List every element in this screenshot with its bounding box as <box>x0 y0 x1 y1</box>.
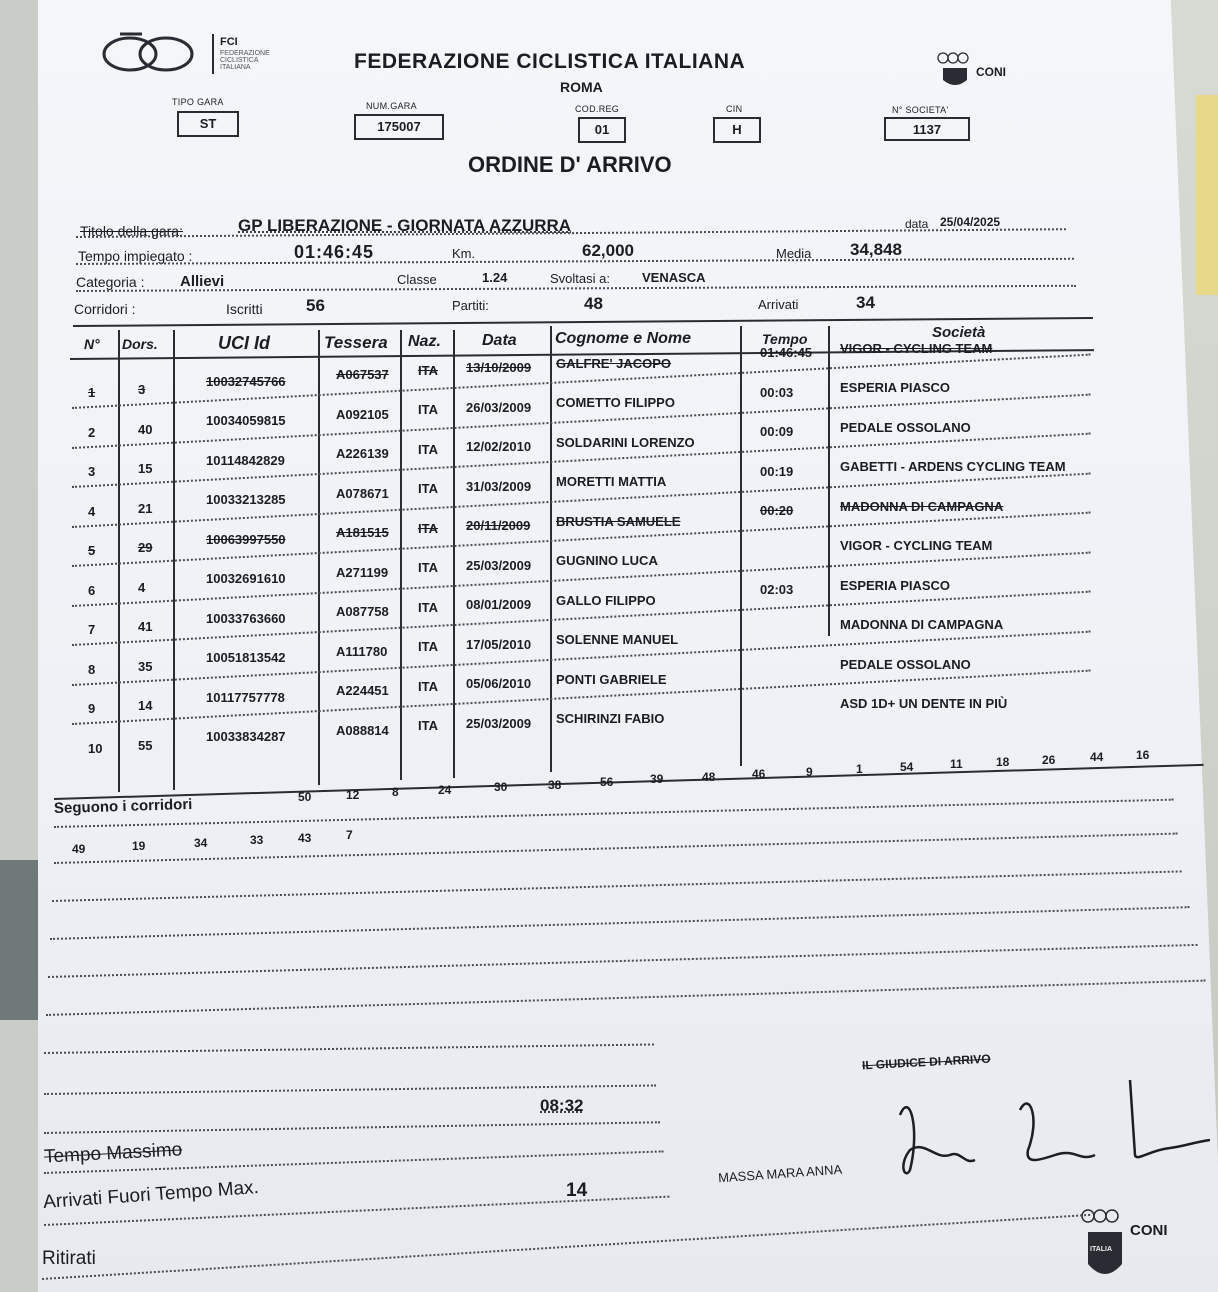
code-label: N° SOCIETA' <box>892 105 949 115</box>
blank-line <box>48 944 1198 978</box>
column-header: N° <box>84 336 100 352</box>
row-license: A078671 <box>336 485 389 501</box>
coni-text: CONI <box>976 65 1006 79</box>
row-uci-id: 10034059815 <box>206 413 286 429</box>
row-number: 7 <box>88 622 96 637</box>
row-team: MADONNA DI CAMPAGNA <box>840 498 1004 514</box>
row-nationality: ITA <box>418 599 438 615</box>
row-number: 5 <box>88 543 96 558</box>
seguono-bib: 19 <box>132 839 146 853</box>
seguono-label: Seguono i corridori <box>53 795 193 818</box>
row-team: ASD 1D+ UN DENTE IN PIÙ <box>840 696 1008 712</box>
row-birthdate: 17/05/2010 <box>466 636 532 652</box>
code-box: ST <box>177 111 239 137</box>
code-box: H <box>713 117 761 143</box>
row-nationality: ITA <box>418 481 438 497</box>
seguono-bib: 11 <box>950 757 963 772</box>
row-name: GUGNINO LUCA <box>556 553 658 569</box>
media-label: Media <box>776 246 812 261</box>
seguono-bib: 43 <box>298 830 312 845</box>
row-license: A111780 <box>336 643 388 659</box>
row-bib: 35 <box>138 658 153 674</box>
code-box: 1137 <box>884 117 970 141</box>
row-birthdate: 08/01/2009 <box>466 597 532 613</box>
row-team: VIGOR - CYCLING TEAM <box>840 340 993 356</box>
seguono-bib: 54 <box>900 759 914 774</box>
seguono-bib: 34 <box>194 835 208 850</box>
column-header: Cognome e Nome <box>555 330 692 347</box>
titolo-value: GP LIBERAZIONE - GIORNATA AZZURRA <box>238 216 572 235</box>
seguono-bib: 49 <box>72 842 86 856</box>
row-birthdate: 31/03/2009 <box>466 478 532 494</box>
footer-line <box>44 1121 660 1134</box>
fci-subtitle: FEDERAZIONE CICLISTICA ITALIANA <box>220 50 270 71</box>
km-value: 62,000 <box>582 241 634 260</box>
blank-line <box>44 1043 654 1054</box>
blank-line <box>46 980 1206 1016</box>
row-name: COMETTO FILIPPO <box>556 395 675 411</box>
column-header: Naz. <box>408 333 441 350</box>
row-bib: 3 <box>138 382 146 398</box>
titolo-label: Titolo della gara: <box>80 223 183 239</box>
seguono-bib: 9 <box>806 764 813 779</box>
row-team: VIGOR - CYCLING TEAM <box>840 538 993 554</box>
row-bib: 55 <box>138 737 153 753</box>
fci-logo-icon <box>100 28 200 78</box>
seguono-bib: 8 <box>392 785 399 800</box>
row-birthdate: 25/03/2009 <box>466 715 532 731</box>
row-nationality: ITA <box>418 520 438 536</box>
seguono-bib: 7 <box>346 828 353 843</box>
arrivati-label: Arrivati <box>758 297 799 312</box>
seguono-bib: 38 <box>548 777 562 792</box>
ritirati-label: Ritirati <box>42 1248 96 1269</box>
code-box: 01 <box>578 117 626 143</box>
column-divider <box>318 330 320 785</box>
seguono-bib: 46 <box>752 767 766 782</box>
logo-divider <box>212 34 214 74</box>
partiti-label: Partiti: <box>452 298 489 313</box>
svoltasi-label: Svoltasi a: <box>550 271 610 286</box>
row-bib: 41 <box>138 619 153 635</box>
blank-line <box>54 830 1178 864</box>
row-uci-id: 10032691610 <box>206 571 286 587</box>
row-name: MORETTI MATTIA <box>556 474 667 490</box>
row-name: SCHIRINZI FABIO <box>556 711 665 727</box>
media-value: 34,848 <box>850 240 902 259</box>
partiti-value: 48 <box>584 294 603 313</box>
document-title: ORDINE D' ARRIVO <box>468 152 672 177</box>
arrivati-value: 34 <box>856 293 875 312</box>
row-nationality: ITA <box>418 362 438 378</box>
row-bib: 4 <box>138 579 146 595</box>
coni-footer-text: CONI <box>1130 1222 1168 1239</box>
seguono-top-line <box>54 764 1204 800</box>
row-birthdate: 12/02/2010 <box>466 439 532 455</box>
coni-footer-badge: ITALIA <box>1090 1246 1113 1253</box>
row-uci-id: 10033834287 <box>206 729 286 745</box>
code-label: TIPO GARA <box>172 97 224 107</box>
coni-logo-icon <box>935 50 975 90</box>
row-team: PEDALE OSSOLANO <box>840 419 971 435</box>
row-license: A181515 <box>336 525 389 541</box>
row-time: 01:46:45 <box>760 345 813 361</box>
row-uci-id: 10032745766 <box>206 373 286 389</box>
blank-line <box>52 870 1182 902</box>
seguono-bib: 16 <box>1136 748 1150 763</box>
column-header: Data <box>482 332 517 349</box>
row-number: 1 <box>88 385 96 400</box>
seguono-bib: 50 <box>298 790 312 804</box>
code-box: 175007 <box>354 114 444 140</box>
seguono-bib: 56 <box>600 774 614 789</box>
row-license: A271199 <box>336 564 389 580</box>
row-number: 4 <box>88 503 96 519</box>
column-header: Società <box>932 324 986 341</box>
code-label: COD.REG <box>575 104 620 114</box>
seguono-bib: 30 <box>494 780 508 795</box>
row-time: 00:03 <box>760 384 794 400</box>
row-nationality: ITA <box>418 718 438 734</box>
column-header: Tempo <box>762 331 808 347</box>
code-label: NUM.GARA <box>366 101 417 111</box>
corridori-label: Corridori : <box>74 301 136 317</box>
code-label: CIN <box>726 104 743 114</box>
fuori-tempo-label: Arrivati Fuori Tempo Max. <box>42 1176 260 1214</box>
tempo-massimo-value: 08:32 <box>540 1096 584 1115</box>
column-divider <box>740 326 742 766</box>
row-license: A092105 <box>336 406 389 422</box>
blank-line <box>50 906 1190 940</box>
seguono-bib: 44 <box>1090 750 1104 765</box>
row-name: BRUSTIA SAMUELE <box>556 513 681 529</box>
row-time: 02:03 <box>760 582 794 598</box>
column-divider <box>400 330 402 780</box>
row-number: 9 <box>88 701 96 716</box>
svoltasi-value: VENASCA <box>642 270 706 285</box>
classe-value: 1.24 <box>482 270 508 285</box>
row-team: ESPERIA PIASCO <box>840 380 951 396</box>
row-nationality: ITA <box>418 639 438 655</box>
column-divider <box>828 326 830 636</box>
row-uci-id: 10033213285 <box>206 492 286 508</box>
column-divider <box>453 330 455 778</box>
signature-icon <box>880 1070 1210 1190</box>
seguono-bib: 48 <box>702 769 716 784</box>
row-license: A088814 <box>336 722 389 738</box>
iscritti-label: Iscritti <box>226 301 263 317</box>
row-number: 2 <box>88 424 96 440</box>
tempo-label: Tempo impiegato : <box>78 248 193 264</box>
row-number: 3 <box>88 464 96 479</box>
column-divider <box>118 330 120 792</box>
seguono-bib: 33 <box>250 833 264 848</box>
row-name: GALLO FILIPPO <box>556 592 656 608</box>
row-nationality: ITA <box>418 678 438 694</box>
row-birthdate: 25/03/2009 <box>466 557 532 573</box>
blank-line <box>54 799 1174 828</box>
column-header: Dors. <box>122 336 158 352</box>
row-team: MADONNA DI CAMPAGNA <box>840 617 1004 633</box>
categoria-label: Categoria : <box>76 274 145 290</box>
giudice-name: MASSA MARA ANNA <box>717 1161 843 1186</box>
row-nationality: ITA <box>418 560 438 576</box>
fuori-tempo-value: 14 <box>566 1180 588 1201</box>
tempo-massimo-label: Tempo Massimo <box>43 1139 183 1168</box>
seguono-bib: 39 <box>650 772 664 787</box>
federation-city: ROMA <box>560 79 603 95</box>
row-name: SOLDARINI LORENZO <box>556 434 695 450</box>
row-uci-id: 10114842829 <box>206 452 285 468</box>
row-nationality: ITA <box>418 441 438 457</box>
row-team: PEDALE OSSOLANO <box>840 656 971 672</box>
row-time: 00:20 <box>760 503 794 519</box>
fci-abbr: FCI <box>220 36 238 48</box>
seguono-bib: 12 <box>346 787 360 802</box>
categoria-value: Allievi <box>180 273 225 290</box>
row-birthdate: 26/03/2009 <box>466 399 532 415</box>
seguono-bib: 1 <box>856 762 863 777</box>
row-number: 10 <box>88 740 103 756</box>
seguono-bib: 24 <box>438 783 452 797</box>
row-uci-id: 10051813542 <box>206 650 286 666</box>
giudice-label: IL GIUDICE DI ARRIVO <box>861 1051 991 1073</box>
row-nationality: ITA <box>418 402 438 418</box>
km-label: Km. <box>452 246 476 261</box>
seguono-bib: 18 <box>996 755 1010 770</box>
row-birthdate: 05/06/2010 <box>466 676 532 692</box>
row-bib: 21 <box>138 500 153 516</box>
row-name: PONTI GABRIELE <box>556 671 667 687</box>
data-label: data <box>905 217 929 231</box>
row-team: GABETTI - ARDENS CYCLING TEAM <box>840 459 1066 475</box>
data-value: 25/04/2025 <box>940 215 1001 229</box>
column-divider <box>550 326 552 772</box>
row-number: 6 <box>88 582 96 598</box>
column-header: Tessera <box>324 333 388 352</box>
row-uci-id: 10033763660 <box>206 610 286 626</box>
row-license: A226139 <box>336 446 389 462</box>
row-license: A087758 <box>336 604 389 620</box>
row-birthdate: 13/10/2009 <box>466 360 532 376</box>
info-line <box>76 258 1074 265</box>
row-time: 00:09 <box>760 424 794 440</box>
row-license: A224451 <box>336 683 389 699</box>
row-bib: 14 <box>138 698 153 714</box>
row-birthdate: 20/11/2009 <box>466 518 531 534</box>
row-uci-id: 10063997550 <box>206 531 286 547</box>
blank-line <box>44 1084 656 1095</box>
row-uci-id: 10117757778 <box>206 689 285 705</box>
row-time: 00:19 <box>760 463 794 479</box>
seguono-bib: 26 <box>1042 752 1056 767</box>
tempo-value: 01:46:45 <box>294 242 375 262</box>
row-bib: 15 <box>138 461 153 477</box>
column-header: UCI Id <box>218 333 270 353</box>
row-bib: 29 <box>138 540 153 556</box>
row-team: ESPERIA PIASCO <box>840 577 951 593</box>
iscritti-value: 56 <box>306 296 325 315</box>
row-name: SOLENNE MANUEL <box>556 632 679 648</box>
federation-title: FEDERAZIONE CICLISTICA ITALIANA <box>354 50 746 73</box>
row-name: GALFRE' JACOPO <box>556 355 672 371</box>
row-number: 8 <box>88 661 96 677</box>
footer-line <box>42 1214 1090 1280</box>
row-license: A067537 <box>336 367 389 383</box>
classe-label: Classe <box>397 272 437 287</box>
row-bib: 40 <box>138 421 153 437</box>
